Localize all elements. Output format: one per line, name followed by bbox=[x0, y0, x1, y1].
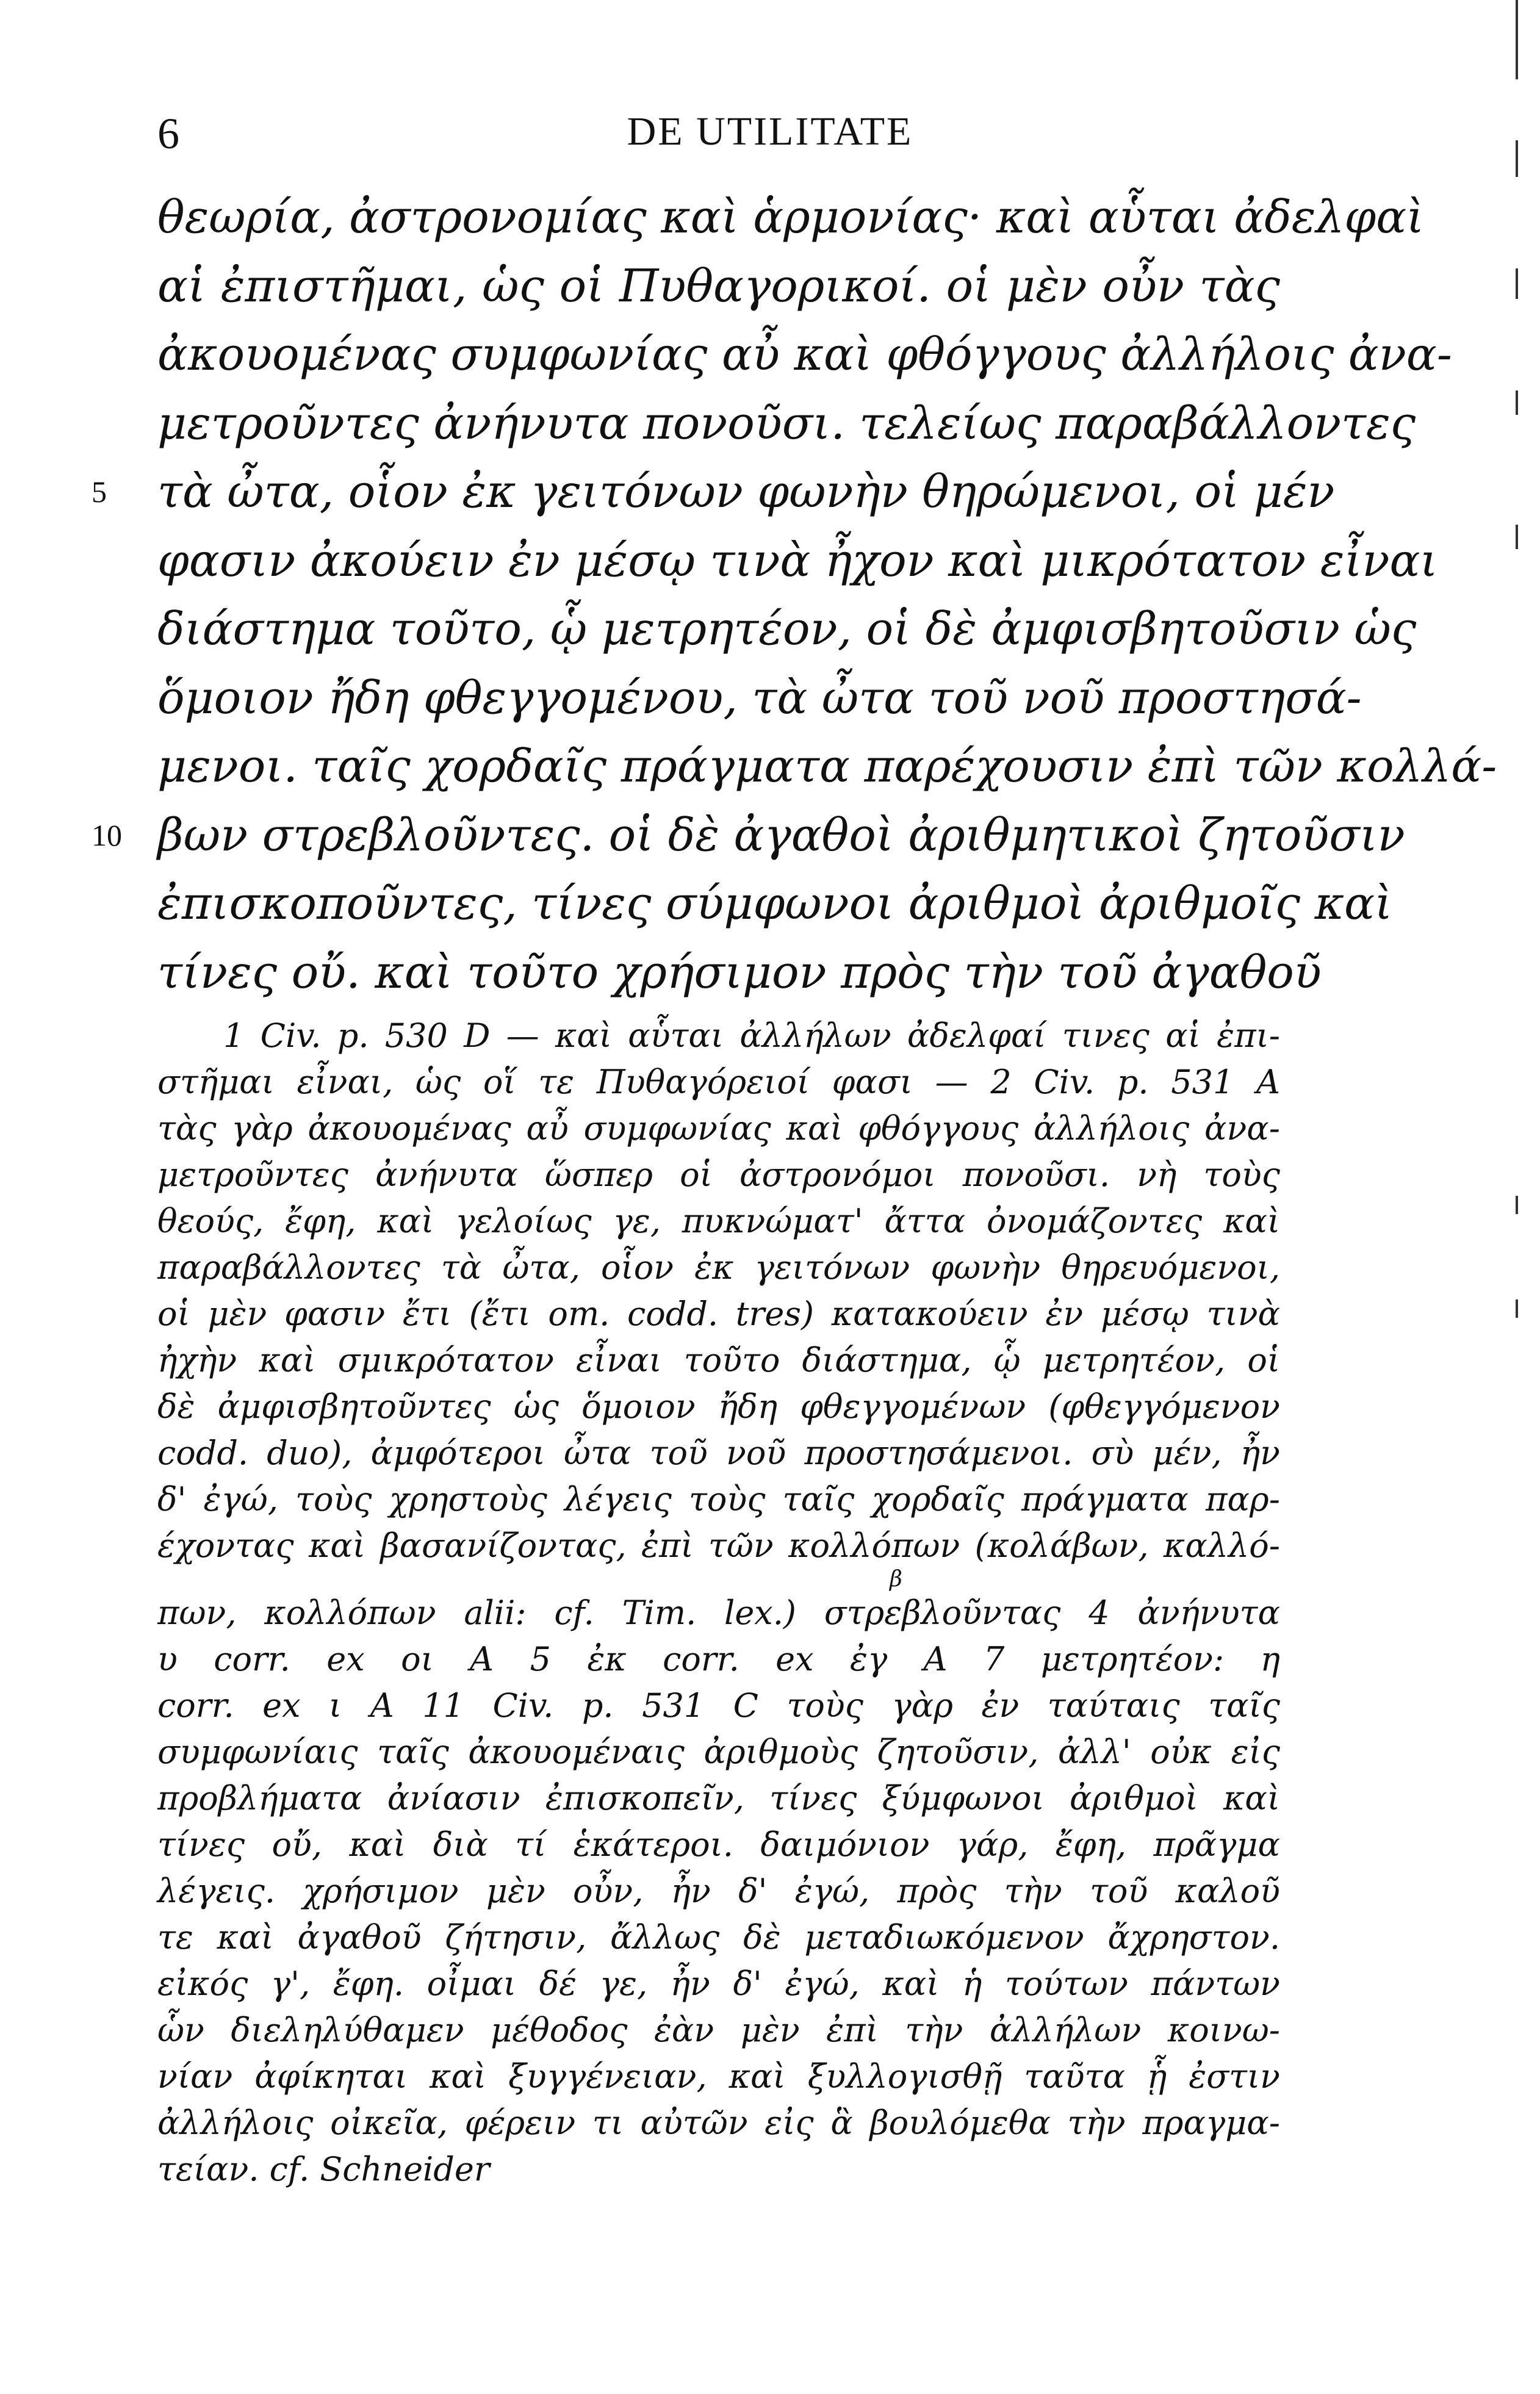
scan-edge-mark bbox=[1516, 1196, 1518, 1214]
text-line bbox=[92, 458, 1335, 527]
line-number: 10 bbox=[92, 818, 122, 852]
text-line bbox=[157, 183, 1425, 252]
footnote-line: ἠχὴν καὶ σμικρότατον εἶναι τοῦτο διάστημα, ᾧ μετρητέον, οἱ bbox=[157, 1341, 1280, 1379]
footnote-line: τείαν. cf. Schneider bbox=[157, 2150, 490, 2188]
text-line bbox=[157, 869, 1393, 938]
text-line bbox=[157, 938, 1322, 1007]
scan-edge-mark bbox=[1516, 268, 1518, 299]
line-text: τὰ ὦτα, οἷον ἐκ γειτόνων φωνὴν θηρώμενοι, οἱ μέν bbox=[157, 466, 1335, 518]
footnote-line: έχοντας καὶ βασανίζοντας, ἐπὶ τῶν κολλόπων (κολάβων, καλλό- bbox=[157, 1526, 1280, 1565]
footnote-line: οἱ μὲν φασιν ἔτι (ἔτι om. codd. tres) κατακούειν ἐν μέσῳ τινὰ bbox=[157, 1295, 1280, 1333]
scan-edge-mark bbox=[1516, 390, 1518, 415]
text-line bbox=[92, 801, 1405, 870]
text-line bbox=[157, 527, 1438, 595]
footnote-line: ἀλλήλοις οἰκεῖα, φέρειν τι αὐτῶν εἰς ἃ βουλόμεθα τὴν πραγμα- bbox=[157, 2104, 1280, 2142]
footnote-line: εἰκός γ', ἔφη. οἶμαι δέ γε, ἦν δ' ἐγώ, καὶ ἡ τούτων πάντων bbox=[157, 1964, 1280, 2003]
footnote-line: μετροῦντες ἀνήνυτα ὥσπερ οἱ ἀστρονόμοι πονοῦσι. νὴ τοὺς bbox=[157, 1156, 1280, 1194]
footnote-line: τίνες οὔ, καὶ διὰ τί ἑκάτεροι. δαιμόνιον γάρ, ἔφη, πρᾶγμα bbox=[157, 1825, 1280, 1864]
running-head: DE UTILITATE bbox=[627, 109, 913, 154]
text-line bbox=[157, 252, 1280, 321]
footnote-line: νίαν ἀφίκηται καὶ ξυγγένειαν, καὶ ξυλλογισθῇ ταῦτα ᾗ ἐστιν bbox=[157, 2057, 1280, 2096]
footnote-line: παραβάλλοντες τὰ ὦτα, οἷον ἐκ γειτόνων φωνὴν θηρευόμενοι, bbox=[157, 1248, 1280, 1287]
scan-edge-mark bbox=[1516, 525, 1518, 549]
footnote-line: δὲ ἀμφισβητοῦντες ὡς ὅμοιον ἤδη φθεγγομένων (φθεγγόμενον bbox=[157, 1387, 1280, 1426]
line-text: μενοι. ταῖς χορδαῖς πράγματα παρέχουσιν ἐπὶ τῶν κολλά- bbox=[157, 740, 1497, 793]
footnote-line: θεούς, ἔφη, καὶ γελοίως γε, πυκνώματ' ἄττα ὀνομάζοντες καὶ bbox=[157, 1202, 1280, 1240]
text-line bbox=[157, 664, 1362, 733]
text-line bbox=[157, 732, 1497, 801]
footnote-line: codd. duo), ἀμφότεροι ὦτα τοῦ νοῦ προστησάμενοι. σὺ μέν, ἦν bbox=[157, 1434, 1280, 1472]
line-text: φασιν ἀκούειν ἐν μέσῳ τινὰ ἦχον καὶ μικρότατον εἶναι bbox=[157, 534, 1438, 587]
footnote-line: λέγεις. χρήσιμον μὲν οὖν, ἦν δ' ἐγώ, πρὸς τὴν τοῦ καλοῦ bbox=[157, 1872, 1280, 1910]
main-text bbox=[92, 183, 1497, 1007]
footnote-line: ὧν διεληλύθαμεν μέθοδος ἐὰν μὲν ἐπὶ τὴν ἀλλήλων κοινω- bbox=[157, 2011, 1280, 2049]
line-text: ἀκουομένας συμφωνίας αὖ καὶ φθόγγους ἀλλήλοις ἀνα- bbox=[157, 328, 1452, 381]
footnote-line: υ corr. ex οι A 5 ἐκ corr. ex ἐγ A 7 μετρητέον: η bbox=[157, 1640, 1280, 1678]
line-text: βων στρεβλοῦντες. οἱ δὲ ἀγαθοὶ ἀριθμητικοὶ ζητοῦσιν bbox=[157, 808, 1405, 861]
line-text: διάστημα τοῦτο, ᾧ μετρητέον, οἱ δὲ ἀμφισβητοῦσιν ὡς bbox=[157, 603, 1417, 655]
line-text: μετροῦντες ἀνήνυτα πονοῦσι. τελείως παραβάλλοντες bbox=[157, 397, 1416, 450]
footnotes bbox=[157, 1013, 1280, 2193]
text-line bbox=[157, 320, 1452, 389]
line-number: 5 bbox=[92, 475, 107, 509]
footnote-line: δ' ἐγώ, τοὺς χρηστοὺς λέγεις τοὺς ταῖς χορδαῖς πράγματα παρ- bbox=[157, 1480, 1280, 1519]
text-line bbox=[157, 389, 1416, 458]
footnote-line: πων, κολλόπων alii: cf. Tim. lex.) στρεβλοῦντας 4 ἀνήνυτα bbox=[157, 1594, 1280, 1632]
footnote-line: τε καὶ ἀγαθοῦ ζήτησιν, ἄλλως δὲ μεταδιωκόμενον ἄχρηστον. bbox=[157, 1918, 1280, 1957]
page-number: 6 bbox=[157, 109, 179, 158]
interlinear-correction: β bbox=[890, 1567, 902, 1592]
footnote-line: συμφωνίαις ταῖς ἀκουομέναις ἀριθμοὺς ζητοῦσιν, ἀλλ' οὐκ εἰς bbox=[157, 1733, 1280, 1771]
line-text: τίνες οὔ. καὶ τοῦτο χρήσιμον πρὸς τὴν τοῦ ἀγαθοῦ bbox=[157, 946, 1322, 999]
scan-edge-mark bbox=[1516, 140, 1518, 177]
line-text: αἱ ἐπιστῆμαι, ὡς οἱ Πυθαγορικοί. οἱ μὲν οὖν τὰς bbox=[157, 259, 1280, 312]
scan-edge-mark bbox=[1516, 1299, 1518, 1318]
line-text: θεωρία, ἀστρονομίας καὶ ἁρμονίας· καὶ αὗται ἀδελφαὶ bbox=[157, 191, 1425, 243]
footnote-line: στῆμαι εἶναι, ὡς οἵ τε Πυθαγόρειοί φασι — 2 Civ. p. 531 A bbox=[157, 1063, 1280, 1101]
scan-edge-mark bbox=[1516, 0, 1518, 79]
footnote-line: προβλήματα ἀνίασιν ἐπισκοπεῖν, τίνες ξύμφωνοι ἀριθμοὶ καὶ bbox=[157, 1779, 1280, 1817]
footnote-line: 1 Civ. p. 530 D — καὶ αὗται ἀλλήλων ἀδελφαί τινες αἱ ἐπι- bbox=[223, 1016, 1280, 1055]
text-line bbox=[157, 595, 1417, 664]
footnote-line: corr. ex ι A 11 Civ. p. 531 C τοὺς γὰρ ἐν ταύταις ταῖς bbox=[157, 1686, 1280, 1725]
line-text: ἐπισκοποῦντες, τίνες σύμφωνοι ἀριθμοὶ ἀριθμοῖς καὶ bbox=[157, 877, 1393, 930]
footnote-line: τὰς γὰρ ἀκουομένας αὖ συμφωνίας καὶ φθόγγους ἀλλήλοις ἀνα- bbox=[157, 1109, 1280, 1148]
line-text: ὅμοιον ἤδη φθεγγομένου, τὰ ὦτα τοῦ νοῦ προστησά- bbox=[157, 671, 1362, 724]
